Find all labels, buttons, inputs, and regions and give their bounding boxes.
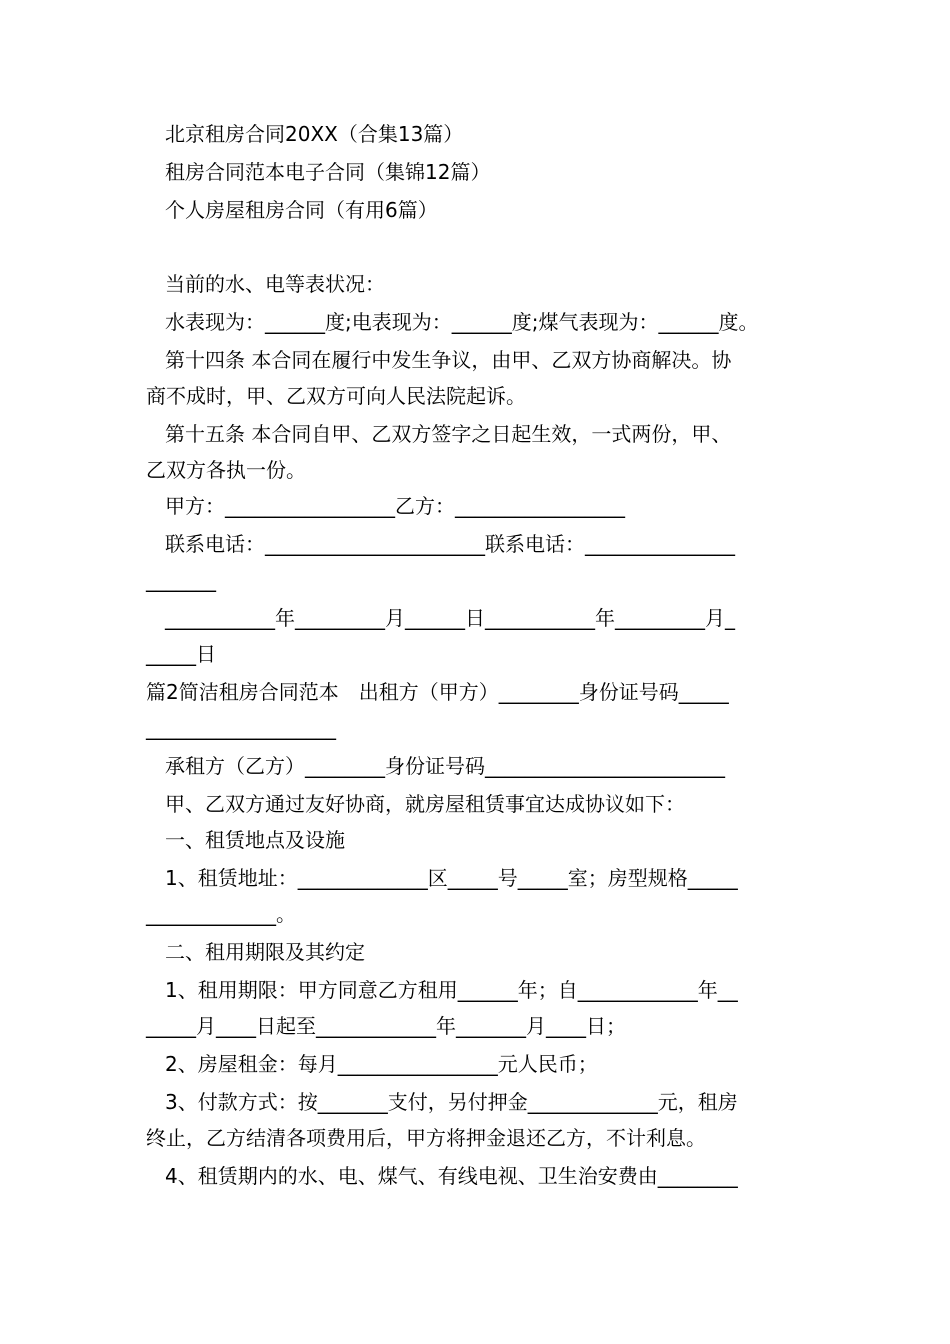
utilities-clause: 4、租赁期内的水、电、煤气、有线电视、卫生治安费由________ [165, 1164, 738, 1188]
contract-2-heading: 篇2简洁租房合同范本 出租方（甲方）________身份证号码_____ [146, 680, 729, 704]
lease-address-line-2: _____________。 [146, 902, 296, 926]
agreement-intro: 甲、乙双方通过友好协商，就房屋租赁事宜达成协议如下： [165, 792, 685, 816]
signing-dates-line-2: _____日 [146, 642, 216, 666]
meter-readings: 水表现为：______度;电表现为：______度;煤气表现为：______度。 [165, 310, 759, 334]
article-14-line-2: 商不成时，甲、乙双方可向人民法院起诉。 [146, 384, 526, 408]
related-link-2[interactable]: 租房合同范本电子合同（集锦12篇） [165, 160, 491, 184]
payment-method-line-1: 3、付款方式：按_______支付，另付押金_____________元，租房 [165, 1090, 738, 1114]
payment-method-line-2: 终止，乙方结清各项费用后，甲方将押金退还乙方，不计利息。 [146, 1126, 706, 1150]
lease-term-line-1: 1、租用期限：甲方同意乙方租用______年；自____________年__ [165, 978, 738, 1002]
related-link-1[interactable]: 北京租房合同20XX（合集13篇） [165, 122, 464, 146]
article-15-line-1: 第十五条 本合同自甲、乙双方签字之日起生效，一式两份，甲、 [165, 422, 732, 446]
monthly-rent: 2、房屋租金：每月________________元人民币； [165, 1052, 598, 1076]
article-14-line-1: 第十四条 本合同在履行中发生争议，由甲、乙双方协商解决。协 [165, 348, 732, 372]
meter-heading: 当前的水、电等表状况： [165, 272, 385, 296]
party-signatures: 甲方：_________________乙方：_________________ [165, 494, 625, 518]
lease-term-line-2: _____月____日起至____________年_______月____日； [146, 1014, 626, 1038]
section-2-heading: 二、租用期限及其约定 [165, 940, 365, 964]
related-link-3[interactable]: 个人房屋租房合同（有用6篇） [165, 198, 438, 222]
lessor-id-continued: ___________________ [146, 716, 336, 740]
lessee-info: 承租方（乙方）________身份证号码________________________ [165, 754, 725, 778]
lease-address-line-1: 1、租赁地址：_____________区_____号_____室；房型规格_____ [165, 866, 738, 890]
article-15-line-2: 乙双方各执一份。 [146, 458, 306, 482]
signing-dates-line-1: ___________年_________月______日___________年_________月_ [165, 606, 735, 630]
section-1-heading: 一、租赁地点及设施 [165, 828, 345, 852]
contact-phones-line-1: 联系电话：______________________联系电话：_______________ [165, 532, 735, 556]
contact-phones-line-2: _______ [146, 568, 216, 592]
